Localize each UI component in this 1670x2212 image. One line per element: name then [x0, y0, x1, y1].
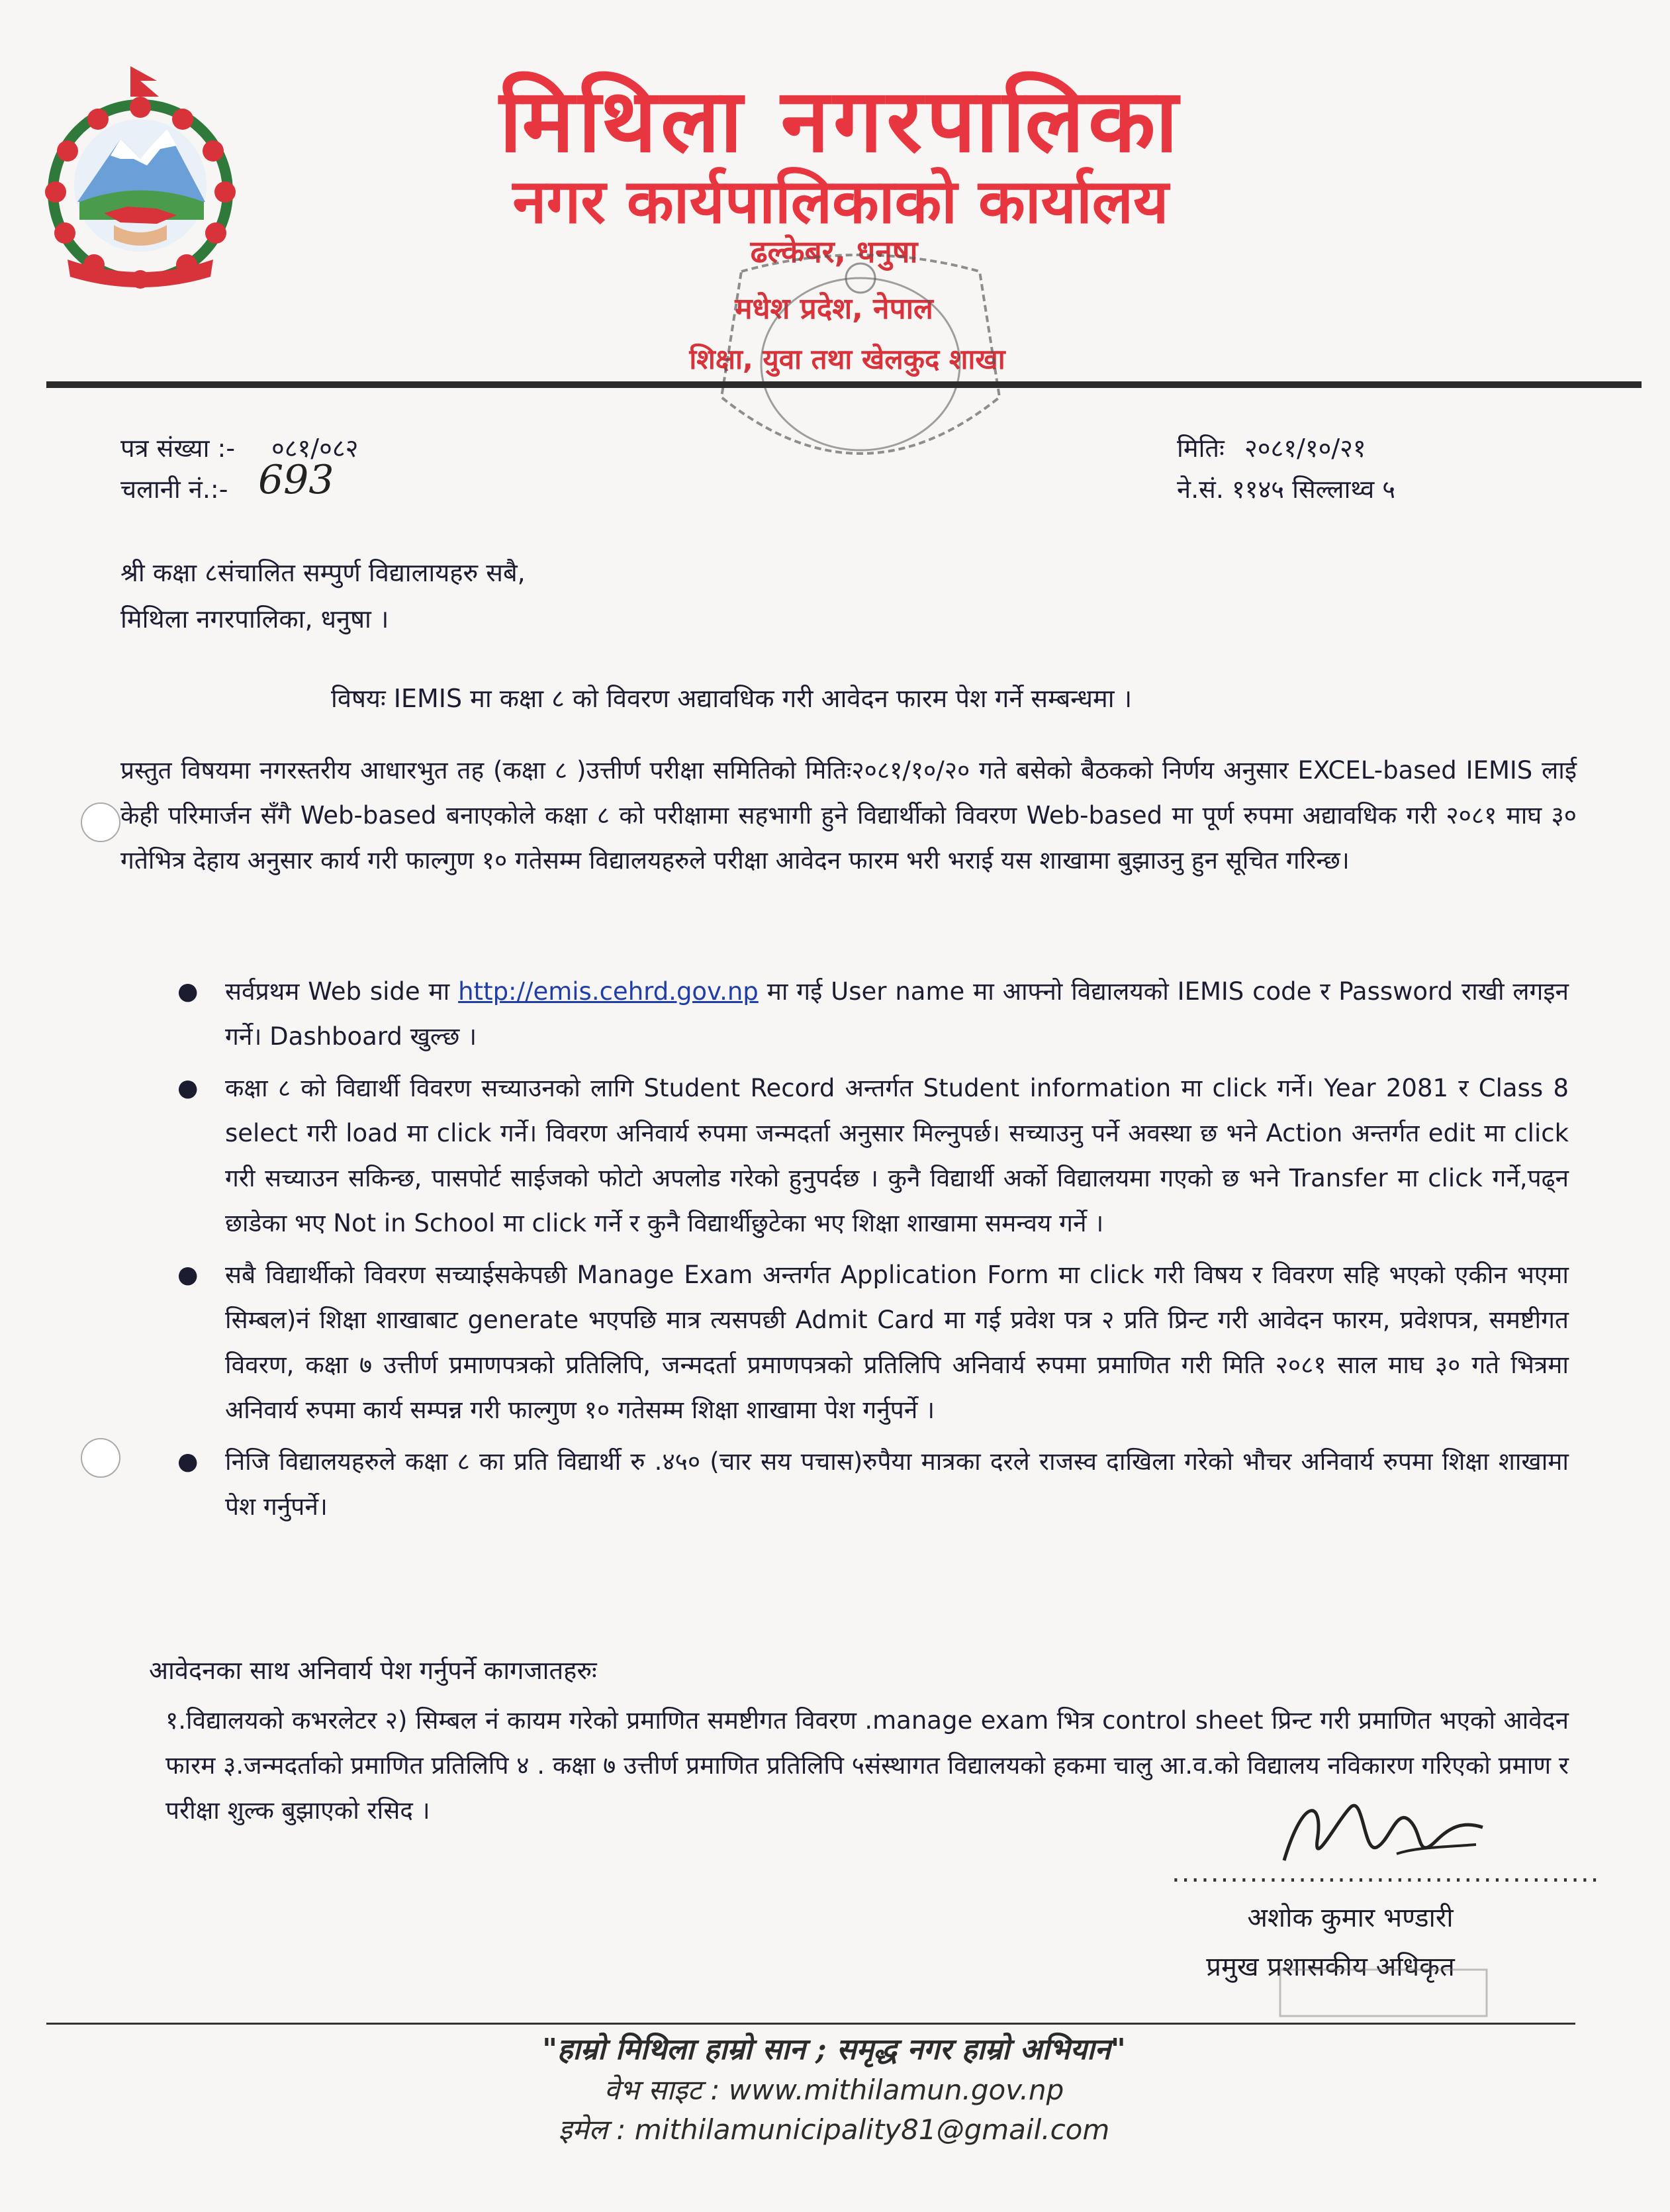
addressee-line-1: श्री कक्षा ८संचालित सम्पुर्ण विद्यालायहरु सबै,	[120, 558, 526, 587]
office-province: मधेश प्रदेश, नेपाल	[735, 292, 933, 326]
footer-email[interactable]: इमेल : mithilamunicipality81@gmail.com	[558, 2113, 1110, 2146]
letter-number-value: ०८१/०८२	[271, 434, 359, 463]
bullet-4-text: निजि विद्यालयहरुले कक्षा ८ का प्रति विद्यार्थी रु .४५० (चार सय पचास)रुपैया मात्रका दरले राजस्व दाखिला गरेको भौचर अनिवार्य रुपमा शिक्षा शाखामा पेश गर्नुपर्ने।	[225, 1447, 1569, 1521]
punch-hole	[81, 802, 120, 842]
bullet-icon: ●	[177, 1448, 199, 1475]
bullet-2-text: कक्षा ८ को विद्यार्थी विवरण सच्याउनको लागि Student Record अन्तर्गत Student information मा click गर्ने। Year 2081 र Class 8 select गरी load मा click गर्ने। विवरण अनिवार्य रुपमा जन्मदर्ता अनुसार मिल्नुपर्छ। सच्याउनु पर्ने अवस्था छ भने Action अन्तर्गत edit मा click गरी सच्याउन सकिन्छ, पासपोर्ट साईजको फोटो अपलोड गरेको हुनुपर्दछ । कुनै विद्यार्थी अर्को विद्यालयमा गएको छ भने Transfer मा click गर्ने,पढ्न छाडेका भए Not in School मा click गर्ने र कुनै विद्यार्थीछुटेका भए शिक्षा शाखामा समन्वय गर्ने ।	[225, 1074, 1569, 1237]
list-item	[159, 1066, 1569, 1246]
attachments-heading: आवेदनका साथ अनिवार्य पेश गर्नुपर्ने कागजातहरुः	[149, 1656, 597, 1685]
emis-link[interactable]: http://emis.cehrd.gov.np	[458, 977, 759, 1006]
addressee-line-2: मिथिला नगरपालिका, धनुषा ।	[120, 604, 389, 634]
office-name: नगर कार्यपालिकाको कार्यालय	[512, 166, 1169, 237]
signatory-title: प्रमुख प्रशासकीय अधिकृत	[1206, 1952, 1455, 1982]
office-stamp-icon	[702, 232, 1019, 510]
office-address: ढल्केबर, धनुषा	[750, 234, 918, 269]
nepal-sambat-date: ने.सं. ११४५ सिल्लाथ्व ५	[1177, 475, 1396, 504]
punch-hole	[81, 1438, 120, 1478]
footer-slogan: "हाम्रो मिथिला हाम्रो सान ; समृद्ध नगर हाम्रो अभियान"	[542, 2033, 1126, 2066]
bullet-icon: ●	[177, 1261, 199, 1288]
designation-stamp-icon	[1277, 1963, 1489, 2023]
intro-paragraph: प्रस्तुत विषयमा नगरस्तरीय आधारभुत तह (कक्षा ८ )उत्तीर्ण परीक्षा समितिको मितिः२०८१/१०/२० गते बसेको बैठकको निर्णय अनुसार EXCEL-based IEMIS लाई केही परिमार्जन सँगै Web-based बनाएकोले कक्षा ८ को परीक्षामा सहभागी हुने विद्यार्थीको विवरण Web-based मा पूर्ण रुपमा अद्यावधिक गरी २०८१ माघ ३० गतेभित्र देहाय अनुसार कार्य गरी फाल्गुण १० गतेसम्म विद्यालयहरुले परीक्षा आवेदन फारम भरी भराई यस शाखामा बुझाउनु हुन सूचित गरिन्छ।	[120, 756, 1577, 875]
office-branch: शिक्षा, युवा तथा खेलकुद शाखा	[689, 343, 1005, 375]
bullet-icon: ●	[177, 978, 199, 1005]
header-divider	[46, 381, 1642, 388]
signatory-name: अशोक कुमार भण्डारी	[1247, 1903, 1454, 1933]
dispatch-number-value: 693	[258, 457, 334, 503]
letter-subject: विषयः IEMIS मा कक्षा ८ को विवरण अद्यावधिक गरी आवेदन फारम पेश गर्ने सम्बन्धमा ।	[331, 684, 1133, 713]
list-item	[159, 1253, 1569, 1433]
nepal-emblem-icon	[41, 66, 240, 291]
dispatch-number-label: चलानी नं.:-	[120, 475, 228, 504]
municipality-name: मिथिला नगरपालिका	[499, 70, 1182, 172]
instruction-list	[159, 969, 1569, 1536]
footer-divider	[46, 2023, 1575, 2025]
date-label: मितिः	[1177, 434, 1225, 463]
list-item	[159, 1439, 1569, 1529]
bullet-1-prefix: सर्वप्रथम Web side मा	[225, 977, 450, 1006]
bullet-3-text: सबै विद्यार्थीको विवरण सच्याईसकेपछी Manage Exam अन्तर्गत Application Form मा click गरी विषय र विवरण सहि भएको एकीन भएमा सिम्बल)नं शिक्षा शाखाबाट generate भएपछि मात्र त्यसपछी Admit Card मा गई प्रवेश पत्र २ प्रति प्रिन्ट गरी आवेदन फारम, प्रवेशपत्र, समष्टीगत विवरण, कक्षा ७ उत्तीर्ण प्रमाणपत्रको प्रतिलिपि, जन्मदर्ता प्रमाणपत्रको प्रतिलिपि अनिवार्य रुपमा प्रमाणित गरी मिति २०८१ साल माघ ३० गते भित्रमा अनिवार्य रुपमा कार्य सम्पन्न गरी फाल्गुण १० गतेसम्म शिक्षा शाखामा पेश गर्नुपर्ने ।	[225, 1261, 1569, 1424]
letter-number-label: पत्र संख्या :-	[120, 434, 236, 463]
list-item	[159, 969, 1569, 1059]
date-value: २०८१/१०/२१	[1244, 434, 1366, 463]
bullet-1-suffix: मा गई User name मा आफ्नो विद्यालयको IEMIS code र Password राखी लगइन गर्ने। Dashboard खुल्छ ।	[225, 977, 1569, 1051]
signature-line: ............................................	[1172, 1858, 1600, 1888]
attachments-body: १.विद्यालयको कभरलेटर २) सिम्बल नं कायम गरेको प्रमाणित समष्टीगत विवरण .manage exam भित्र control sheet प्रिन्ट गरी प्रमाणित भएको आवेदन फारम ३.जन्मदर्ताको प्रमाणित प्रतिलिपि ४ . कक्षा ७ उत्तीर्ण प्रमाणित प्रतिलिपि ५संस्थागत विद्यालयको हकमा चालु आ.व.को विद्यालय नविकारण गरिएको प्रमाण र परीक्षा शुल्क बुझाएको रसिद ।	[165, 1706, 1569, 1825]
footer-website[interactable]: वेभ साइट : www.mithilamun.gov.np	[604, 2074, 1064, 2106]
bullet-icon: ●	[177, 1075, 199, 1102]
